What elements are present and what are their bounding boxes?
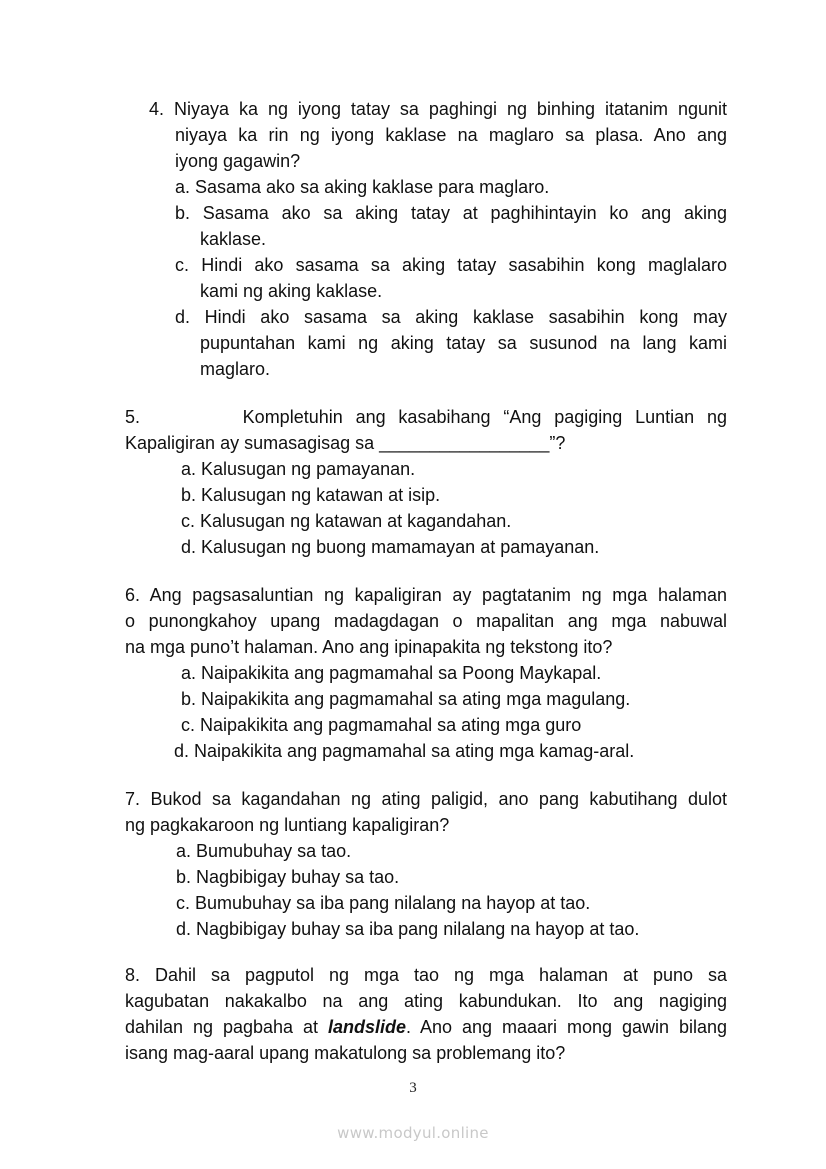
choice-b: b. Nagbibigay buhay sa tao. [176,867,400,887]
watermark: www.modyul.online [337,1124,489,1142]
choice-b: b. Naipakikita ang pagmamahal sa ating mga magulang. [181,689,631,709]
choice-d: d. Kalusugan ng buong mamamayan at pamayanan. [181,537,600,557]
question-text-line: niyaya ka rin ng iyong kaklase na maglaro sa plasa. Ano ang [175,125,727,145]
question-text-line: na mga puno’t halaman. Ano ang ipinapakita ng tekstong ito? [125,637,613,657]
choice-d: d. Nagbibigay buhay sa iba pang nilalang na hayop at tao. [176,919,640,939]
choice-b-cont: kaklase. [200,229,267,249]
choice-c: c. Bumubuhay sa iba pang nilalang na hayop at tao. [176,893,591,913]
choice-c: c. Naipakikita ang pagmamahal sa ating mga guro [181,715,582,735]
choice-c-cont: kami ng aking kaklase. [200,281,383,301]
choice-d: d. Naipakikita ang pagmamahal sa ating mga kamag-aral. [174,741,635,761]
question-text-line: o punongkahoy upang madagdagan o mapalitan ang mga nabuwal [125,611,727,631]
question-text-line: Kapaligiran ay sumasagisag sa _________________”? [125,433,566,453]
choice-d-cont: pupuntahan kami ng aking tatay sa susunod na lang kami [200,333,727,353]
page-number: 3 [409,1080,417,1096]
choice-a: a. Sasama ako sa aking kaklase para maglaro. [175,177,550,197]
choice-b: b. Kalusugan ng katawan at isip. [181,485,441,505]
question-text-line-with-emphasis [125,1014,727,1040]
emphasized-term: landslide [328,1017,407,1037]
question-text-line: isang mag-aaral upang makatulong sa problemang ito? [125,1043,566,1063]
question-text-line: iyong gagawin? [175,151,301,171]
choice-c: c. Hindi ako sasama sa aking tatay sasabihin kong maglalaro [175,255,727,275]
choice-d-cont: maglaro. [200,359,271,379]
choice-a: a. Bumubuhay sa tao. [176,841,352,861]
question-text-line: 4. Niyaya ka ng iyong tatay sa paghingi ng binhing itatanim ngunit [149,99,727,119]
question-text-line: 7. Bukod sa kagandahan ng ating paligid, ano pang kabutihang dulot [125,789,727,809]
question-text-line: 8. Dahil sa pagputol ng mga tao ng mga halaman at puno sa [125,965,727,985]
choice-a: a. Naipakikita ang pagmamahal sa Poong Maykapal. [181,663,602,683]
choice-c: c. Kalusugan ng katawan at kagandahan. [181,511,512,531]
choice-d: d. Hindi ako sasama sa aking kaklase sasabihin kong may [175,307,727,327]
question-text-line: 6. Ang pagsasaluntian ng kapaligiran ay pagtatanim ng mga halaman [125,585,727,605]
question-text-line: 5. Kompletuhin ang kasabihang “Ang pagiging Luntian ng [125,407,727,427]
choice-b: b. Sasama ako sa aking tatay at paghihintayin ko ang aking [175,203,727,223]
choice-a: a. Kalusugan ng pamayanan. [181,459,416,479]
question-text-line: ng pagkakaroon ng luntiang kapaligiran? [125,815,450,835]
question-text-segment: . Ano ang maaari mong gawin bilang [406,1017,727,1037]
question-text-segment: dahilan ng pagbaha at [125,1017,319,1037]
question-text-line: kagubatan nakakalbo na ang ating kabundukan. Ito ang nagiging [125,991,727,1011]
